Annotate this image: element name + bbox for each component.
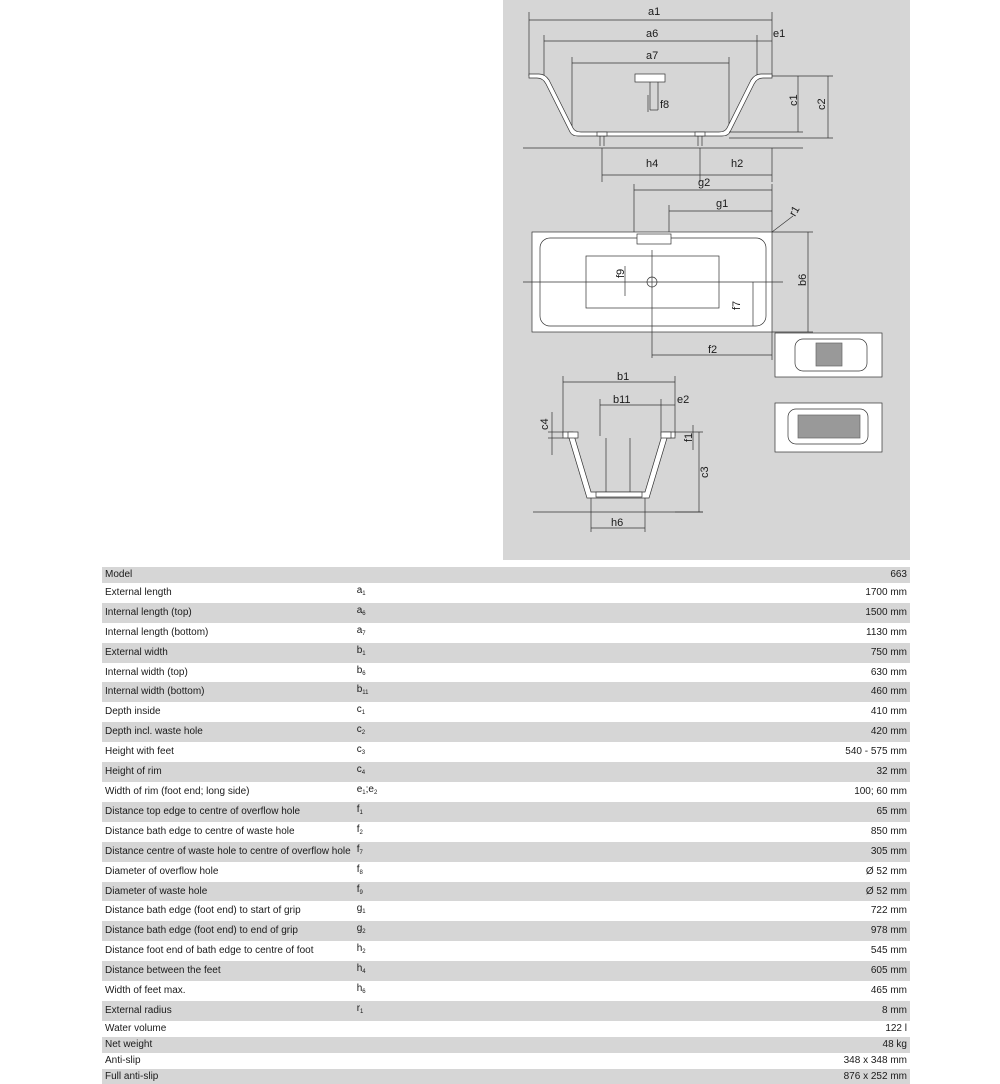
spec-symbol <box>354 802 400 822</box>
label-c2: c2 <box>816 98 828 110</box>
specifications-table <box>102 567 910 1084</box>
spec-symbol-subscript: 2 <box>362 949 366 956</box>
table-row <box>102 722 910 742</box>
spec-value: 65 mm <box>400 802 910 822</box>
spec-symbol-letter: f <box>356 883 360 895</box>
spec-value: 605 mm <box>400 961 910 981</box>
spec-label: Internal length (bottom) <box>105 626 209 638</box>
spec-label: Distance top edge to centre of overflow hole <box>102 802 354 822</box>
spec-symbol-subscript: 2 <box>359 829 363 836</box>
spec-symbol-subscript: 1 <box>362 909 366 916</box>
spec-symbol <box>354 1021 400 1037</box>
spec-label: Diameter of waste hole <box>102 882 354 902</box>
spec-value: 32 mm <box>400 762 910 782</box>
spec-value: 460 mm <box>400 682 910 702</box>
spec-symbol <box>354 702 400 722</box>
spec-label: Internal width (bottom) <box>102 682 354 702</box>
technical-drawing <box>503 0 910 560</box>
spec-symbol-letter: ;e <box>365 783 374 795</box>
table-header-row <box>102 567 910 583</box>
table-row <box>102 882 910 902</box>
technical-drawing-panel <box>503 0 910 560</box>
spec-label: Width of rim (foot end; long side) <box>105 785 250 797</box>
spec-label: External radius <box>102 1001 354 1021</box>
spec-symbol-letter: c <box>356 764 362 776</box>
spec-symbol <box>354 921 400 941</box>
label-f2: f2 <box>708 344 718 356</box>
spec-symbol <box>354 663 400 683</box>
spec-symbol-letter: f <box>356 803 360 815</box>
spec-label: Distance centre of waste hole to centre of overflow hole <box>102 842 354 862</box>
spec-symbol-letter: b <box>356 664 363 676</box>
spec-value: 8 mm <box>400 1001 910 1021</box>
spec-symbol-subscript: 8 <box>359 869 363 876</box>
spec-symbol <box>354 961 400 981</box>
label-a7: a7 <box>646 50 659 62</box>
label-b11: b11 <box>613 394 631 406</box>
spec-label: Distance bath edge (foot end) to start of grip <box>105 905 301 917</box>
table-row <box>102 941 910 961</box>
spec-value: 850 mm <box>870 825 907 837</box>
spec-symbol-letter: a <box>356 624 363 636</box>
spec-value: 48 kg <box>400 1037 910 1053</box>
spec-value: 750 mm <box>400 643 910 663</box>
spec-value: 1500 mm <box>400 603 910 623</box>
spec-symbol-letter: g <box>356 903 363 915</box>
label-r1: r1 <box>787 204 803 219</box>
label-e2: e2 <box>677 394 690 406</box>
label-h6: h6 <box>611 517 624 529</box>
table-row <box>102 1069 910 1084</box>
spec-symbol-subscript: 7 <box>362 630 366 637</box>
spec-symbol-letter: h <box>356 963 363 975</box>
spec-symbol <box>354 862 400 882</box>
spec-label: Distance foot end of bath edge to centre of foot <box>105 945 314 957</box>
spec-label: Diameter of overflow hole <box>105 865 219 877</box>
spec-symbol <box>354 722 400 742</box>
table-row <box>102 762 910 782</box>
spec-symbol <box>354 583 400 603</box>
table-row <box>102 742 910 762</box>
label-g2: g2 <box>698 177 711 189</box>
spec-symbol-letter: c <box>356 704 362 716</box>
spec-symbol-letter: e <box>356 783 363 795</box>
label-f1: f1 <box>683 432 695 442</box>
table-row <box>102 643 910 663</box>
table-row <box>102 1021 910 1037</box>
spec-symbol <box>354 941 400 961</box>
spec-symbol <box>354 682 400 702</box>
model-value: 663 <box>400 567 910 583</box>
label-h4: h4 <box>646 158 659 170</box>
spec-symbol <box>354 762 400 782</box>
spec-value: 1700 mm <box>865 586 907 598</box>
spec-symbol-letter: c <box>356 744 362 756</box>
label-c3: c3 <box>699 466 711 478</box>
table-row <box>102 981 910 1001</box>
spec-value: 876 x 252 mm <box>400 1069 910 1084</box>
spec-symbol <box>354 623 400 643</box>
model-label: Model <box>102 567 354 583</box>
spec-symbol-subscript: 6 <box>362 670 366 677</box>
spec-symbol-subscript: 7 <box>359 849 363 856</box>
table-row <box>102 663 910 683</box>
spec-symbol-letter: a <box>356 584 363 596</box>
spec-value: 540 - 575 mm <box>845 746 907 758</box>
spec-symbol <box>354 603 400 623</box>
table-row <box>102 901 910 921</box>
spec-symbol <box>354 882 400 902</box>
spec-value: 348 x 348 mm <box>843 1054 907 1066</box>
spec-symbol <box>354 822 400 842</box>
label-h2: h2 <box>731 158 744 170</box>
spec-label: Anti-slip <box>105 1054 141 1066</box>
spec-symbol-subscript: 6 <box>362 989 366 996</box>
spec-value: 100; 60 mm <box>854 785 907 797</box>
spec-symbol-subscript: 6 <box>362 610 366 617</box>
table-row <box>102 1001 910 1021</box>
spec-symbol-subscript: 3 <box>361 750 366 757</box>
full-anti-slip-view <box>775 403 882 452</box>
spec-symbol-letter: a <box>356 604 363 616</box>
table-row <box>102 782 910 802</box>
table-row <box>102 702 910 722</box>
spec-symbol-letter: h <box>356 943 363 955</box>
spec-symbol-subscript: 2 <box>362 929 366 936</box>
table-row <box>102 862 910 882</box>
label-c4: c4 <box>539 418 551 430</box>
spec-label: Internal length (top) <box>102 603 354 623</box>
label-b1: b1 <box>617 371 630 383</box>
spec-symbol-subscript: 1 <box>362 650 366 657</box>
table-row <box>102 1053 910 1069</box>
spec-symbol <box>354 981 400 1001</box>
spec-symbol <box>354 1053 400 1069</box>
spec-symbol <box>354 1069 400 1084</box>
label-g1: g1 <box>716 198 729 210</box>
table-row <box>102 603 910 623</box>
spec-label: Width of feet max. <box>105 985 186 997</box>
spec-label: Water volume <box>105 1022 167 1034</box>
spec-symbol-subscript: 9 <box>359 889 363 896</box>
table-row <box>102 583 910 603</box>
spec-symbol <box>354 1037 400 1053</box>
table-row <box>102 682 910 702</box>
label-b6: b6 <box>797 273 809 286</box>
spec-label: Depth inside <box>105 706 161 718</box>
spec-value: 1130 mm <box>866 626 907 638</box>
spec-value: 410 mm <box>870 706 907 718</box>
table-row <box>102 961 910 981</box>
spec-symbol-letter: f <box>356 843 360 855</box>
label-f8: f8 <box>660 99 670 111</box>
top-view <box>523 184 813 360</box>
spec-value: 420 mm <box>400 722 910 742</box>
spec-label: External width <box>102 643 354 663</box>
spec-symbol <box>354 643 400 663</box>
label-c1: c1 <box>788 94 800 106</box>
spec-label: Distance bath edge (foot end) to end of grip <box>102 921 354 941</box>
spec-value: 122 l <box>885 1022 907 1034</box>
label-f9: f9 <box>615 268 627 278</box>
spec-symbol-letter: f <box>356 863 360 875</box>
spec-symbol <box>354 842 400 862</box>
spec-label: Depth incl. waste hole <box>102 722 354 742</box>
table-row <box>102 822 910 842</box>
table-row <box>102 921 910 941</box>
label-a1: a1 <box>648 6 661 18</box>
spec-value: 630 mm <box>870 666 907 678</box>
spec-label: Net weight <box>102 1037 354 1053</box>
spec-symbol <box>354 742 400 762</box>
spec-label: Distance bath edge to centre of waste hole <box>105 825 295 837</box>
spec-symbol-subscript: 1 <box>362 590 366 597</box>
spec-value: 978 mm <box>400 921 910 941</box>
spec-value: 545 mm <box>870 945 907 957</box>
spec-label: Internal width (top) <box>105 666 188 678</box>
spec-symbol-subscript: 2 <box>361 730 366 737</box>
spec-label: Height with feet <box>105 746 174 758</box>
spec-symbol-letter: b <box>356 644 363 656</box>
anti-slip-view <box>775 333 882 377</box>
table-row <box>102 1037 910 1053</box>
table-row <box>102 842 910 862</box>
spec-symbol-subscript: 1 <box>359 809 363 816</box>
spec-symbol <box>354 1001 400 1021</box>
spec-label: Height of rim <box>102 762 354 782</box>
spec-label: External length <box>105 586 172 598</box>
spec-value: Ø 52 mm <box>865 865 907 877</box>
spec-symbol-letter: c <box>356 724 362 736</box>
spec-symbol-subscript: 4 <box>362 969 366 976</box>
spec-symbol-letter: r <box>356 1002 361 1014</box>
table-row <box>102 802 910 822</box>
spec-symbol-subscript: 2 <box>373 789 378 796</box>
spec-symbol <box>354 782 400 802</box>
spec-symbol-subscript: 4 <box>361 770 366 777</box>
label-e1: e1 <box>773 28 786 40</box>
spec-symbol-subscript: 1 <box>361 710 366 717</box>
spec-symbol-letter: h <box>356 983 363 995</box>
spec-symbol-letter: f <box>356 823 360 835</box>
spec-label: Full anti-slip <box>102 1069 354 1084</box>
spec-symbol-subscript: 11 <box>362 690 369 697</box>
spec-label: Distance between the feet <box>102 961 354 981</box>
label-f7: f7 <box>731 300 743 310</box>
spec-symbol <box>354 901 400 921</box>
table-row <box>102 623 910 643</box>
spec-value: 465 mm <box>870 985 907 997</box>
side-view <box>523 12 833 182</box>
spec-symbol-letter: b <box>356 684 363 696</box>
spec-value: 722 mm <box>870 905 907 917</box>
spec-symbol-subscript: 1 <box>362 789 366 796</box>
spec-value: 305 mm <box>400 842 910 862</box>
label-a6: a6 <box>646 28 659 40</box>
spec-value: Ø 52 mm <box>400 882 910 902</box>
spec-symbol-subscript: 1 <box>360 1008 364 1015</box>
spec-symbol-letter: g <box>356 923 363 935</box>
